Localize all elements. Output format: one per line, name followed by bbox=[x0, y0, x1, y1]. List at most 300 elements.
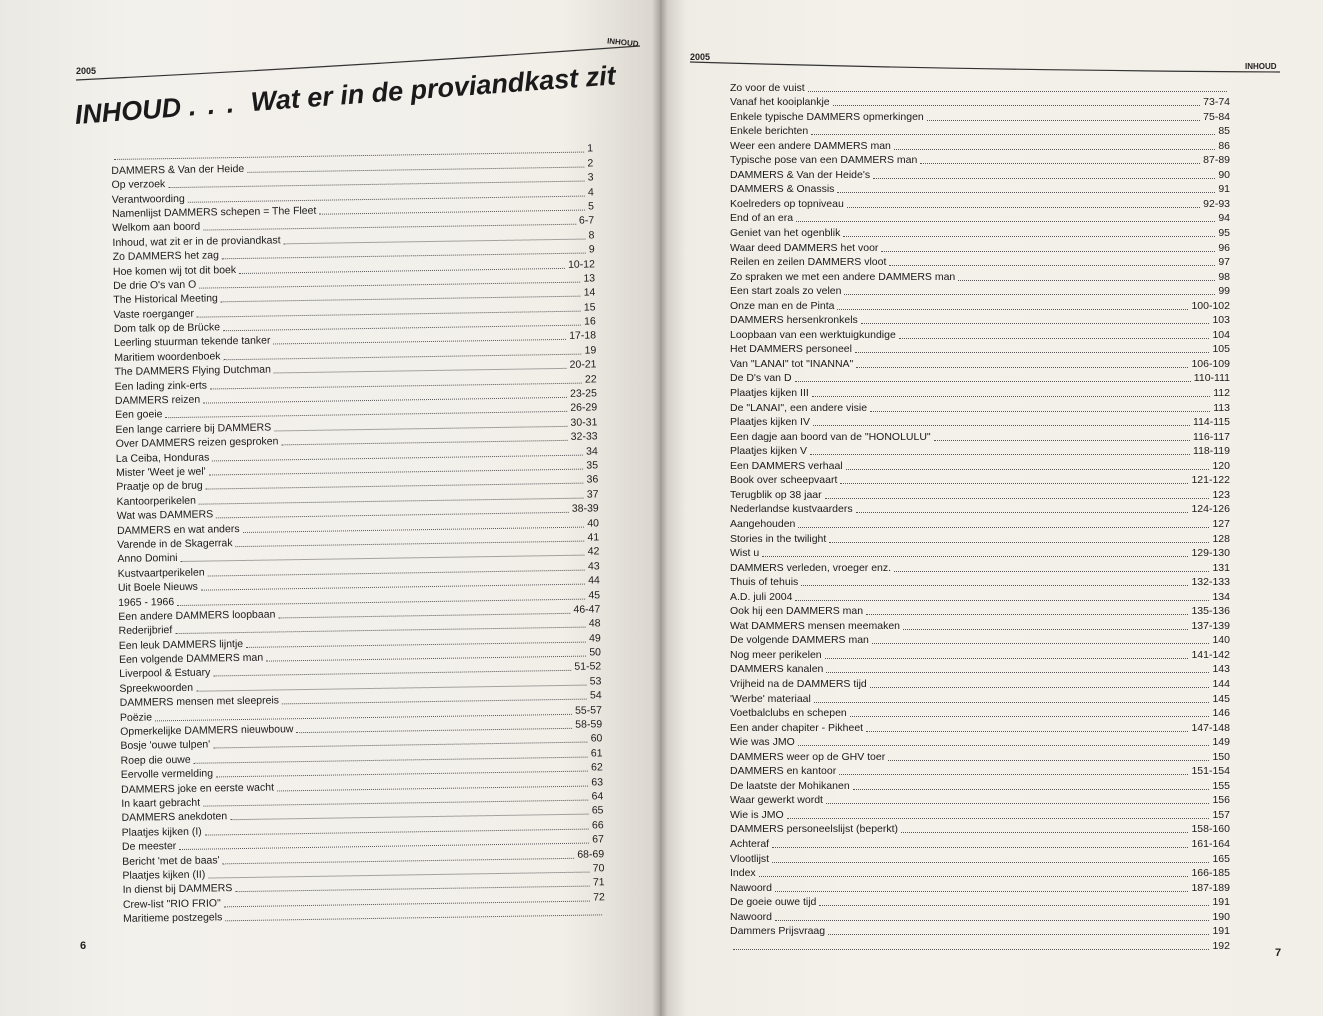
toc-page-number: 156 bbox=[1212, 794, 1230, 807]
dot-leader bbox=[927, 119, 1200, 121]
toc-page-number: 66 bbox=[591, 819, 604, 832]
dot-leader bbox=[759, 875, 1189, 877]
toc-page-number: 140 bbox=[1212, 634, 1230, 647]
toc-entry-title: Leerling stuurman tekende tanker bbox=[113, 334, 271, 350]
toc-entry-title: Bericht 'met de baas' bbox=[122, 853, 220, 868]
dot-leader bbox=[828, 933, 1209, 935]
dot-leader bbox=[787, 817, 1210, 819]
toc-row bbox=[730, 865, 1230, 880]
toc-page-number: 1 bbox=[587, 142, 594, 155]
toc-page-number: 123 bbox=[1212, 488, 1230, 501]
left-page bbox=[0, 0, 660, 1016]
toc-entry-title: Hoe komen wij tot dit boek bbox=[112, 263, 237, 278]
toc-page-number: 134 bbox=[1212, 590, 1230, 603]
toc-row bbox=[730, 646, 1230, 661]
toc-page-number: 15 bbox=[583, 301, 596, 314]
toc-entry-title: Nederlandse kustvaarders bbox=[730, 503, 853, 516]
toc-row bbox=[730, 210, 1230, 225]
toc-page-number: 4 bbox=[587, 185, 594, 199]
toc-entry-title: Nawoord bbox=[730, 910, 773, 923]
dot-leader bbox=[894, 570, 1209, 572]
toc-entry-title: Plaatjes kijken (II) bbox=[122, 868, 206, 882]
toc-row bbox=[730, 195, 1230, 210]
toc-entry-title: De laatste der Mohikanen bbox=[730, 779, 850, 792]
toc-page-number: 161-164 bbox=[1191, 837, 1230, 850]
title-main: INHOUD bbox=[73, 92, 183, 131]
dot-leader bbox=[844, 293, 1215, 295]
toc-entry-title: Maritiem woordenboek bbox=[114, 350, 221, 364]
toc-entry-title: DAMMERS mensen met sleepreis bbox=[119, 694, 280, 710]
toc-page-number: 48 bbox=[588, 617, 601, 630]
toc-page-number: 64 bbox=[591, 790, 604, 803]
toc-entry-title: Vanaf het kooiplankje bbox=[730, 96, 830, 109]
dot-leader bbox=[847, 206, 1200, 208]
toc-entry-title: In kaart gebracht bbox=[121, 796, 201, 810]
toc-page-number: 23-25 bbox=[569, 387, 598, 400]
toc-row bbox=[730, 661, 1230, 676]
dot-leader bbox=[866, 730, 1188, 732]
dot-leader bbox=[819, 904, 1209, 906]
header-rule-right bbox=[660, 0, 1323, 90]
dot-leader bbox=[812, 395, 1210, 397]
toc-entry-title: DAMMERS en kantoor bbox=[730, 765, 837, 778]
toc-row bbox=[730, 632, 1230, 647]
toc-page-number: 157 bbox=[1212, 808, 1230, 821]
toc-row bbox=[730, 94, 1230, 109]
toc-entry-title: Een ander chapiter - Pikheet bbox=[730, 721, 864, 734]
dot-leader bbox=[795, 599, 1209, 601]
toc-page-number: 17-18 bbox=[569, 329, 597, 343]
toc-row bbox=[730, 690, 1230, 705]
page-number-right: 7 bbox=[1275, 947, 1282, 959]
dot-leader bbox=[888, 759, 1209, 761]
toc-row bbox=[730, 923, 1230, 938]
toc-entry-title: Eervolle vermelding bbox=[120, 767, 214, 782]
toc-entry-title: Kantoorperikelen bbox=[116, 494, 197, 508]
toc-page-number: 68-69 bbox=[577, 847, 605, 861]
toc-page-number: 149 bbox=[1212, 736, 1230, 749]
toc-page-number: 75-84 bbox=[1203, 110, 1230, 123]
toc-entry-title: Book over scheepvaart bbox=[730, 474, 838, 487]
toc-entry-title: Kustvaartperikelen bbox=[117, 566, 205, 580]
toc-page-number: 36 bbox=[586, 473, 599, 486]
toc-row bbox=[730, 428, 1230, 443]
dot-leader bbox=[798, 744, 1210, 746]
toc-entry-title: Uit Boele Nieuws bbox=[117, 580, 198, 595]
toc-entry-title: Reilen en zeilen DAMMERS vloot bbox=[730, 256, 887, 269]
toc-entry-title: Op verzoek bbox=[111, 178, 166, 192]
section-label-right: INHOUD bbox=[1245, 62, 1277, 71]
toc-entry-title: In dienst bij DAMMERS bbox=[122, 882, 233, 897]
toc-entry-title: Stories in the twilight bbox=[730, 532, 827, 545]
toc-left-list bbox=[111, 140, 605, 925]
toc-page-number: 135-136 bbox=[1191, 605, 1230, 618]
dot-leader bbox=[846, 468, 1210, 470]
section-label-left: INHOUD bbox=[606, 36, 639, 49]
toc-entry-title: Varende in de Skagerrak bbox=[117, 537, 233, 551]
toc-page-number: 106-109 bbox=[1191, 357, 1230, 370]
dot-leader bbox=[811, 133, 1215, 135]
toc-row bbox=[730, 719, 1230, 734]
toc-page-number: 38-39 bbox=[571, 502, 599, 515]
toc-entry-title: Enkele typische DAMMERS opmerkingen bbox=[730, 110, 924, 123]
dot-leader bbox=[772, 861, 1209, 863]
dot-leader bbox=[796, 220, 1215, 222]
toc-page-number: 42 bbox=[587, 545, 600, 558]
dot-leader bbox=[958, 279, 1215, 281]
toc-page-number: 16 bbox=[584, 315, 596, 328]
toc-entry-title: DAMMERS hersenkronkels bbox=[730, 314, 858, 327]
toc-row bbox=[730, 414, 1230, 429]
toc-page-number: 2 bbox=[587, 157, 594, 170]
toc-page-number: 132-133 bbox=[1191, 576, 1230, 589]
toc-row bbox=[730, 748, 1230, 763]
dot-leader bbox=[825, 657, 1189, 659]
toc-row bbox=[730, 501, 1230, 516]
toc-row bbox=[730, 806, 1230, 821]
dot-leader bbox=[795, 380, 1191, 382]
toc-page-number: 146 bbox=[1212, 707, 1230, 720]
toc-row bbox=[730, 181, 1230, 196]
toc-page-number: 35 bbox=[586, 459, 599, 472]
toc-page-number: 91 bbox=[1218, 183, 1230, 196]
dot-leader bbox=[826, 671, 1209, 673]
toc-page-number: 145 bbox=[1212, 692, 1230, 705]
book-gutter bbox=[652, 0, 668, 1016]
toc-entry-title: Vrijheid na de DAMMERS tijd bbox=[730, 677, 867, 690]
toc-row bbox=[730, 443, 1230, 458]
toc-entry-title: Plaatjes kijken IV bbox=[730, 416, 810, 429]
dot-leader bbox=[772, 846, 1188, 848]
dot-leader bbox=[839, 773, 1188, 775]
dot-leader bbox=[829, 541, 1209, 543]
toc-page-number: 129-130 bbox=[1191, 547, 1230, 560]
toc-entry-title: Dammers Prijsvraag bbox=[730, 925, 826, 938]
toc-row bbox=[730, 821, 1230, 836]
toc-row bbox=[730, 355, 1230, 370]
dot-leader bbox=[870, 410, 1210, 412]
toc-page-number: 32-33 bbox=[570, 430, 598, 444]
toc-entry-title: Een lading zink-erts bbox=[114, 379, 208, 393]
toc-entry-title: Van "LANAI" tot "INANNA" bbox=[730, 357, 854, 370]
toc-page-number: 112 bbox=[1213, 387, 1230, 400]
dot-leader bbox=[866, 613, 1188, 615]
toc-right-list bbox=[730, 79, 1230, 952]
toc-page-number: 86 bbox=[1218, 139, 1230, 152]
toc-page-number: 118-119 bbox=[1193, 445, 1230, 458]
toc-row bbox=[730, 603, 1230, 618]
toc-entry-title: DAMMERS verleden, vroeger enz. bbox=[730, 561, 892, 574]
toc-entry-title: Spreekwoorden bbox=[119, 681, 194, 695]
title-dots: . . . bbox=[187, 88, 238, 122]
toc-entry-title: Aangehouden bbox=[730, 517, 796, 530]
toc-row bbox=[730, 108, 1230, 123]
toc-page-number: 120 bbox=[1212, 459, 1230, 472]
page-number-left: 6 bbox=[80, 940, 87, 952]
toc-row bbox=[730, 370, 1230, 385]
dot-leader bbox=[899, 337, 1210, 339]
toc-entry-title: Opmerkelijke DAMMERS nieuwbouw bbox=[120, 723, 294, 738]
toc-entry-title: Index bbox=[730, 867, 756, 880]
toc-page-number: 90 bbox=[1218, 168, 1230, 181]
toc-entry-title: Nawoord bbox=[730, 881, 773, 894]
toc-page-number: 155 bbox=[1212, 779, 1230, 792]
dot-leader bbox=[870, 686, 1210, 688]
toc-page-number: 150 bbox=[1212, 750, 1230, 763]
toc-row bbox=[730, 734, 1230, 749]
toc-entry-title: Maritieme postzegels bbox=[123, 911, 223, 925]
toc-page-number: 37 bbox=[586, 488, 599, 501]
toc-row bbox=[730, 545, 1230, 560]
toc-entry-title: Voetbalclubs en schepen bbox=[730, 707, 847, 720]
toc-entry-title: Plaatjes kijken (I) bbox=[121, 825, 202, 839]
dot-leader bbox=[775, 919, 1209, 921]
toc-page-number: 158-160 bbox=[1191, 823, 1230, 836]
dot-leader bbox=[881, 250, 1215, 252]
year-label-right: 2005 bbox=[690, 52, 711, 62]
toc-entry-title: 1965 - 1966 bbox=[118, 595, 175, 609]
toc-page-number: 110-111 bbox=[1193, 372, 1230, 385]
toc-row bbox=[730, 574, 1230, 589]
dot-leader bbox=[733, 948, 1209, 950]
toc-page-number: 100-102 bbox=[1191, 299, 1230, 312]
toc-row bbox=[730, 486, 1230, 501]
toc-entry-title: Nog meer perikelen bbox=[730, 648, 822, 661]
toc-page-number: 72 bbox=[593, 891, 605, 904]
toc-entry-title: Typische pose van een DAMMERS man bbox=[730, 154, 918, 167]
toc-row bbox=[730, 530, 1230, 545]
toc-row bbox=[730, 675, 1230, 690]
dot-leader bbox=[833, 104, 1201, 106]
toc-page-number: 65 bbox=[591, 804, 604, 817]
toc-page-number: 10-12 bbox=[567, 257, 595, 271]
toc-page-number: 96 bbox=[1218, 241, 1230, 254]
dot-leader bbox=[826, 802, 1209, 804]
toc-entry-title: DAMMERS kanalen bbox=[730, 663, 824, 676]
dot-leader bbox=[856, 366, 1188, 368]
toc-page-number: 92-93 bbox=[1203, 197, 1230, 210]
toc-page-number: 40 bbox=[587, 516, 600, 530]
toc-page-number: 141-142 bbox=[1191, 648, 1230, 661]
toc-page-number: 121-122 bbox=[1191, 474, 1230, 487]
toc-entry-title: Waar deed DAMMERS het voor bbox=[730, 241, 879, 254]
toc-page-number: 26-29 bbox=[570, 401, 598, 415]
toc-row bbox=[730, 850, 1230, 865]
toc-entry-title: DAMMERS joke en eerste wacht bbox=[120, 781, 275, 796]
dot-leader bbox=[853, 788, 1210, 790]
toc-page-number: 124-126 bbox=[1191, 503, 1230, 516]
toc-page-number: 61 bbox=[590, 747, 603, 760]
toc-entry-title: De meester bbox=[121, 840, 177, 854]
toc-entry-title: La Ceiba, Honduras bbox=[115, 451, 210, 465]
dot-leader bbox=[814, 701, 1210, 703]
toc-row bbox=[730, 399, 1230, 414]
toc-row bbox=[730, 152, 1230, 167]
toc-entry-title: The Historical Meeting bbox=[113, 292, 218, 307]
toc-page-number: 71 bbox=[592, 876, 605, 889]
toc-page-number: 105 bbox=[1212, 343, 1230, 356]
toc-page-number: 62 bbox=[591, 761, 603, 774]
toc-entry-title: Anno Domini bbox=[117, 552, 178, 566]
toc-entry-title: DAMMERS reizen bbox=[114, 393, 201, 407]
toc-row bbox=[730, 297, 1230, 312]
toc-page-number: 147-148 bbox=[1191, 721, 1230, 734]
toc-row bbox=[730, 384, 1230, 399]
toc-page-number: 49 bbox=[588, 632, 601, 645]
toc-page-number: 127 bbox=[1212, 517, 1230, 530]
toc-page-number: 41 bbox=[587, 531, 600, 544]
toc-page-number: 191 bbox=[1212, 925, 1230, 938]
toc-entry-title: Ook hij een DAMMERS man bbox=[730, 605, 864, 618]
title-rest: Wat er in de proviandkast zit bbox=[249, 60, 617, 118]
toc-page-number: 166-185 bbox=[1191, 867, 1230, 880]
dot-leader bbox=[903, 628, 1188, 630]
toc-row bbox=[730, 224, 1230, 239]
toc-row bbox=[730, 341, 1230, 356]
toc-page-number: 46-47 bbox=[573, 603, 601, 616]
toc-row bbox=[730, 283, 1230, 298]
toc-row bbox=[730, 777, 1230, 792]
toc-page-number: 43 bbox=[587, 560, 600, 573]
toc-entry-title: Plaatjes kijken III bbox=[730, 387, 809, 400]
toc-row bbox=[730, 312, 1230, 327]
toc-page-number: 137-139 bbox=[1191, 619, 1230, 632]
dot-leader bbox=[861, 322, 1210, 324]
toc-entry-title: Dom talk op de Brücke bbox=[113, 321, 221, 336]
toc-entry-title: The DAMMERS Flying Dutchman bbox=[114, 363, 271, 379]
toc-page-number: 34 bbox=[586, 444, 598, 458]
dot-leader bbox=[855, 351, 1210, 353]
toc-entry-title: Een DAMMERS verhaal bbox=[730, 459, 843, 472]
toc-entry-title: Welkom aan boord bbox=[112, 220, 201, 235]
toc-entry-title: Bosje 'ouwe tulpen' bbox=[120, 738, 211, 753]
toc-entry-title: Over DAMMERS reizen gesproken bbox=[115, 435, 279, 451]
toc-row bbox=[730, 894, 1230, 909]
toc-page-number: 8 bbox=[588, 229, 595, 242]
toc-entry-title: Een dagje aan boord van de "HONOLULU" bbox=[730, 430, 931, 443]
toc-entry-title: Namenlijst DAMMERS schepen = The Fleet bbox=[111, 204, 317, 220]
toc-entry-title: Koelreders op topniveau bbox=[730, 197, 844, 210]
dot-leader bbox=[837, 191, 1215, 193]
dot-leader bbox=[856, 511, 1189, 513]
toc-entry-title: Crew-list "RIO FRIO" bbox=[122, 897, 221, 911]
toc-page-number: 45 bbox=[588, 588, 601, 602]
toc-entry-title: Poëzie bbox=[119, 711, 153, 724]
toc-page-number: 67 bbox=[592, 833, 605, 846]
toc-entry-title: 'Werbe' materiaal bbox=[730, 692, 811, 705]
toc-entry-title: Wat was DAMMERS bbox=[116, 508, 214, 523]
toc-entry-title: DAMMERS en wat anders bbox=[116, 522, 240, 537]
toc-row bbox=[730, 254, 1230, 269]
toc-page-number: 103 bbox=[1212, 314, 1230, 327]
toc-entry-title: Wie is JMO bbox=[730, 808, 784, 821]
toc-row bbox=[730, 515, 1230, 530]
toc-page-number: 143 bbox=[1212, 663, 1230, 676]
toc-page-number: 94 bbox=[1218, 212, 1230, 225]
toc-page-number: 9 bbox=[588, 243, 595, 256]
toc-entry-title: Liverpool & Estuary bbox=[119, 666, 211, 681]
toc-entry-title: Plaatjes kijken V bbox=[730, 445, 808, 458]
toc-row bbox=[730, 908, 1230, 923]
toc-page-number: 70 bbox=[592, 862, 605, 875]
toc-page-number: 191 bbox=[1212, 896, 1230, 909]
toc-row bbox=[730, 879, 1230, 894]
toc-row bbox=[730, 268, 1230, 283]
dot-leader bbox=[889, 264, 1215, 266]
toc-page-number: 99 bbox=[1218, 285, 1230, 298]
dot-leader bbox=[872, 642, 1210, 644]
toc-entry-title: Vaste roerganger bbox=[113, 307, 195, 321]
dot-leader bbox=[901, 831, 1188, 833]
toc-page-number: 128 bbox=[1212, 532, 1230, 545]
toc-entry-title: Praatje op de brug bbox=[116, 479, 203, 494]
toc-row bbox=[730, 79, 1230, 94]
toc-entry-title: DAMMERS personeelslijst (beperkt) bbox=[730, 823, 899, 836]
toc-entry-title: Een goeie bbox=[115, 408, 163, 422]
year-label-left: 2005 bbox=[76, 66, 97, 76]
toc-page-number: 98 bbox=[1218, 270, 1230, 283]
toc-page-number: 6-7 bbox=[578, 214, 595, 228]
toc-page-number: 131 bbox=[1212, 561, 1230, 574]
toc-page-number: 60 bbox=[590, 732, 603, 745]
toc-page-number: 44 bbox=[588, 574, 600, 587]
dot-leader bbox=[801, 584, 1188, 586]
toc-row bbox=[730, 472, 1230, 487]
toc-entry-title: Thuis of tehuis bbox=[730, 576, 799, 589]
toc-page-number: 55-57 bbox=[574, 703, 602, 717]
toc-entry-title: Zo voor de vuist bbox=[730, 81, 805, 94]
toc-entry-title: Zo DAMMERS het zag bbox=[112, 249, 219, 264]
toc-row bbox=[730, 239, 1230, 254]
toc-page-number: 51-52 bbox=[574, 660, 602, 674]
dot-leader bbox=[873, 177, 1215, 179]
toc-entry-title: De "LANAI", een andere visie bbox=[730, 401, 868, 414]
toc-page-number: 190 bbox=[1212, 910, 1230, 923]
toc-entry-title: Een start zoals zo velen bbox=[730, 285, 842, 298]
toc-row bbox=[730, 457, 1230, 472]
toc-entry-title: Roep die ouwe bbox=[120, 753, 191, 767]
toc-page-number: 95 bbox=[1218, 227, 1230, 240]
toc-page-number: 13 bbox=[583, 272, 596, 285]
dot-leader bbox=[850, 715, 1210, 717]
toc-entry-title: Onze man en de Pinta bbox=[730, 299, 835, 312]
dot-leader bbox=[840, 482, 1188, 484]
toc-entry-title: De goeie ouwe tijd bbox=[730, 896, 817, 909]
dot-leader bbox=[920, 162, 1200, 164]
toc-row bbox=[730, 937, 1230, 952]
toc-page-number: 50 bbox=[589, 646, 602, 659]
toc-row bbox=[730, 763, 1230, 778]
toc-entry-title: Enkele berichten bbox=[730, 125, 809, 138]
toc-entry-title: Een volgende DAMMERS man bbox=[118, 651, 264, 666]
dot-leader bbox=[813, 424, 1190, 426]
toc-page-number: 20-21 bbox=[569, 358, 597, 372]
toc-row bbox=[730, 559, 1230, 574]
toc-entry-title: Loopbaan van een werktuigkundige bbox=[730, 328, 896, 341]
toc-page-number: 3 bbox=[587, 171, 594, 184]
toc-row bbox=[730, 705, 1230, 720]
dot-leader bbox=[808, 90, 1227, 92]
toc-page-number: 87-89 bbox=[1203, 154, 1230, 167]
toc-entry-title: Achteraf bbox=[730, 837, 770, 850]
toc-page-number: 187-189 bbox=[1191, 881, 1230, 894]
toc-row bbox=[730, 617, 1230, 632]
toc-page-number: 144 bbox=[1212, 677, 1230, 690]
toc-entry-title: Mister 'Weet je wel' bbox=[116, 465, 206, 479]
dot-leader bbox=[825, 497, 1210, 499]
toc-page-number: 104 bbox=[1212, 328, 1230, 341]
toc-entry-title: Een andere DAMMERS loopbaan bbox=[118, 608, 276, 623]
